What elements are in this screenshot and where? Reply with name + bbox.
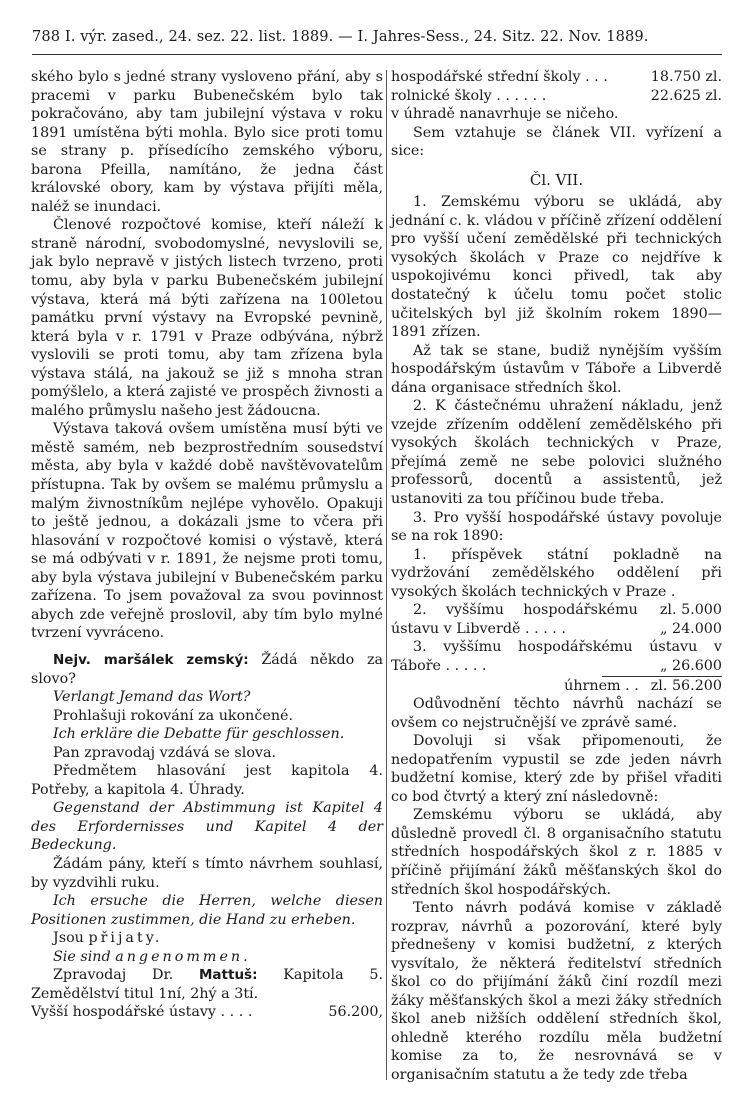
budget-label: 1. příspěvek státní pokladně na vydržování zemědělského oddělení při vysokých školách technických v Praze . bbox=[391, 546, 722, 600]
budget-row bbox=[391, 68, 722, 87]
paragraph-german: Verlangt Jemand das Wort? bbox=[53, 689, 251, 706]
paragraph: v úhradě nanavrhuje se ničeho. bbox=[391, 106, 619, 123]
budget-value: zl. 5.000 bbox=[659, 602, 722, 619]
paragraph: Až tak se stane, budiž nynějším vyšším hospodářským ústavům v Táboře a Libverdě dána organisace středních škol. bbox=[391, 342, 722, 396]
budget-label: Vyšší hospodářské ústavy . . . . bbox=[31, 1004, 253, 1021]
budget-row bbox=[31, 1003, 383, 1022]
paragraph: 3. Pro vyšší hospodářské ústavy povoluje se na rok 1890: bbox=[391, 509, 722, 545]
paragraph-german: Gegenstand der Abstimmung ist Kapitel 4 des Erfordernisses und Kapitel 4 der Bedeckung. bbox=[31, 800, 383, 854]
page-header: 788 I. výr. zased., 24. sez. 22. list. 1889. — I. Jahres-Sess., 24. Sitz. 22. Nov. 1889. bbox=[32, 28, 649, 45]
paragraph-german: Ich erkläre die Debatte für geschlossen. bbox=[53, 726, 345, 743]
speaker-name: Mattuš: bbox=[199, 967, 258, 984]
sum-row bbox=[391, 677, 722, 696]
article-heading: Čl. VII. bbox=[529, 170, 584, 189]
text: Sie sind bbox=[53, 948, 116, 965]
text: Kapitola 5. Zemědělství titul 1ní, 2hý a 3tí. bbox=[31, 967, 383, 1002]
right-column bbox=[391, 68, 722, 1085]
budget-value: 18.750 zl. bbox=[650, 69, 722, 85]
text: Zpravodaj Dr. bbox=[53, 967, 199, 984]
paragraph: Zemskému výboru se ukládá, aby důsledně provedl čl. 8 organisačního statutu středních hospodářských škol z r. 1885 v příčině přijímání žáků měšťanských škol do středních škol hospodářských. bbox=[391, 807, 722, 898]
budget-item bbox=[391, 546, 722, 619]
sum-value: zl. 56.200 bbox=[650, 677, 722, 694]
text-spaced: přijaty. bbox=[88, 930, 163, 947]
budget-item bbox=[391, 638, 722, 675]
paragraph: Dovoluji si však připomenouti, že nedopatřením vypustil se zde jeden návrh budžetní komise, který zde by přišel vřaditi co bod čtvrtý a který zní následovně: bbox=[391, 733, 722, 805]
paragraph: Odůvodnění těchto návrhů nachází se ovšem co nejstručnější ve zprávě samé. bbox=[391, 696, 722, 731]
budget-value: 22.625 zl. bbox=[650, 87, 722, 104]
budget-value: „ 24.000 bbox=[660, 620, 722, 637]
budget-label: 2. vyššímu hospodářskému ústavu v Libverdě . . . . . bbox=[391, 602, 638, 637]
speech-text: Žádá někdo za slovo? bbox=[31, 651, 383, 687]
paragraph: Výstava taková ovšem umístěna musí býti ve městě samém, neb bezprostředním sousedství města, aby byla v každé době navštěvovatelům přístupna. Tak by ovšem se malému průmyslu a malým živnostníkům nejlépe vyhovělo. Opakuji to ještě jednou, a dokázali jsme to včera při hlasování v rozpočtové komisi o výstavě, která se má odbývati v r. 1891, že nejsme proti tomu, aby byla výstava jubilejní v Bubenečském parku zařízena. To jsem považoval za svou povinnost abych zde veřejně proslovil, aby tím bylo mylné tvrzení vyvráceno. bbox=[31, 421, 383, 642]
budget-value: „ 26.600 bbox=[660, 657, 722, 674]
header-rule bbox=[32, 54, 722, 55]
paragraph: Předmětem hlasování jest kapitola 4. Potřeby, a kapitola 4. Úhrady. bbox=[31, 763, 383, 798]
paragraph: Pan zpravodaj vzdává se slova. bbox=[53, 744, 277, 761]
paragraph: Žádám pány, kteří s tímto návrhem souhlasí, by vyzdvihli ruku. bbox=[31, 855, 383, 891]
paragraph: Prohlašuji rokování za ukončené. bbox=[53, 707, 294, 724]
budget-value: 56.200, bbox=[328, 1004, 383, 1021]
paragraph bbox=[31, 966, 383, 1003]
text-spaced: angenommen. bbox=[115, 948, 251, 965]
text: Jsou bbox=[53, 930, 89, 947]
paragraph: 2. K částečnému uhražení nákladu, jenž vzejde zřízením oddělení zemědělského při vysokých školách technických v Praze, přejímá země ne sebe polovici služného professorů, docentů a assistentů, jež ustanoviti za tou příčinou bude třeba. bbox=[391, 398, 722, 508]
paragraph: 1. Zemskému výboru se ukládá, aby jednání c. k. vládou v příčině zřízení oddělení pro vyšší učení zemědělské při technických vysokých školách v Praze co nejdříve k uspokojivému konci přivedl, tak aby dostatečný k účelu tomu počet stolic učitelských byl již školním rokem 1890—1891 zřízen. bbox=[391, 194, 722, 341]
paragraph-german bbox=[31, 948, 383, 967]
speaker-name: Nejv. maršálek zemský: bbox=[53, 651, 249, 668]
paragraph: ského bylo s jedné strany vysloveno přání, aby s pracemi v parku Bubenečském bylo tak pokračováno, aby tam jubilejní výstava v roku 1891 umístěna býti mohla. Bylo sice proti tomu se strany p. přísedícího zemského výboru, barona Pfeilla, namítáno, že jedna část královské obory, kam by výstava přijíti měla, naléž se inundaci. bbox=[31, 69, 383, 215]
paragraph-german: Ich ersuche die Herren, welche diesen Positionen zustimmen, die Hand zu erheben. bbox=[31, 893, 383, 928]
paragraph: Sem vztahuje se článek VII. vyřízení a sice: bbox=[391, 124, 722, 160]
budget-label: hospodářské střední školy . . . bbox=[391, 69, 608, 85]
paragraph bbox=[31, 651, 383, 688]
left-column bbox=[31, 68, 383, 1022]
budget-label: rolnické školy . . . . . . bbox=[391, 87, 547, 104]
column-divider bbox=[386, 70, 387, 1080]
paragraph: Tento návrh podává komise v základě rozprav, návrhů a pozorování, které byly přednešeny v komisi budžetní, z kterých vysvítalo, že některá ředitelství středních škol co do přijímání žáků činí rozdíl mezi žáky měšťanských škol a mezi žáky středních škol aneb nižších oddělení středních škol, ohledně kterého rozdílu měla budžetní komise za to, že nesrovnává se v organisačním statutu a že tedy zde třeba bbox=[391, 900, 722, 1083]
budget-label: 3. vyššímu hospodářskému ústavu v Táboře . . . . . bbox=[391, 639, 722, 674]
paragraph bbox=[31, 929, 383, 948]
paragraph: Členové rozpočtové komise, kteří náleží k straně národní, svobodomyslné, nevyslovili se, jak bylo nepravě v jistých listech tvrzeno, proti tomu, aby byla v parku Bubenečském jubilejní výstava, která má býti zařízena na 100letou památku první výstavy na Evropské pevnině, která byla v r. 1791 v Praze odbývána, nýbrž vyslovili se proti tomu, aby tam zřízena byla výstava stálá, na jakouž se již s mnoha stran pomýšlelo, a která zajisté ve prospěch živnosti a malého průmyslu našeho jest žádoucna. bbox=[31, 217, 383, 419]
budget-row bbox=[391, 87, 722, 106]
sum-label: úhrnem . . bbox=[564, 677, 639, 694]
